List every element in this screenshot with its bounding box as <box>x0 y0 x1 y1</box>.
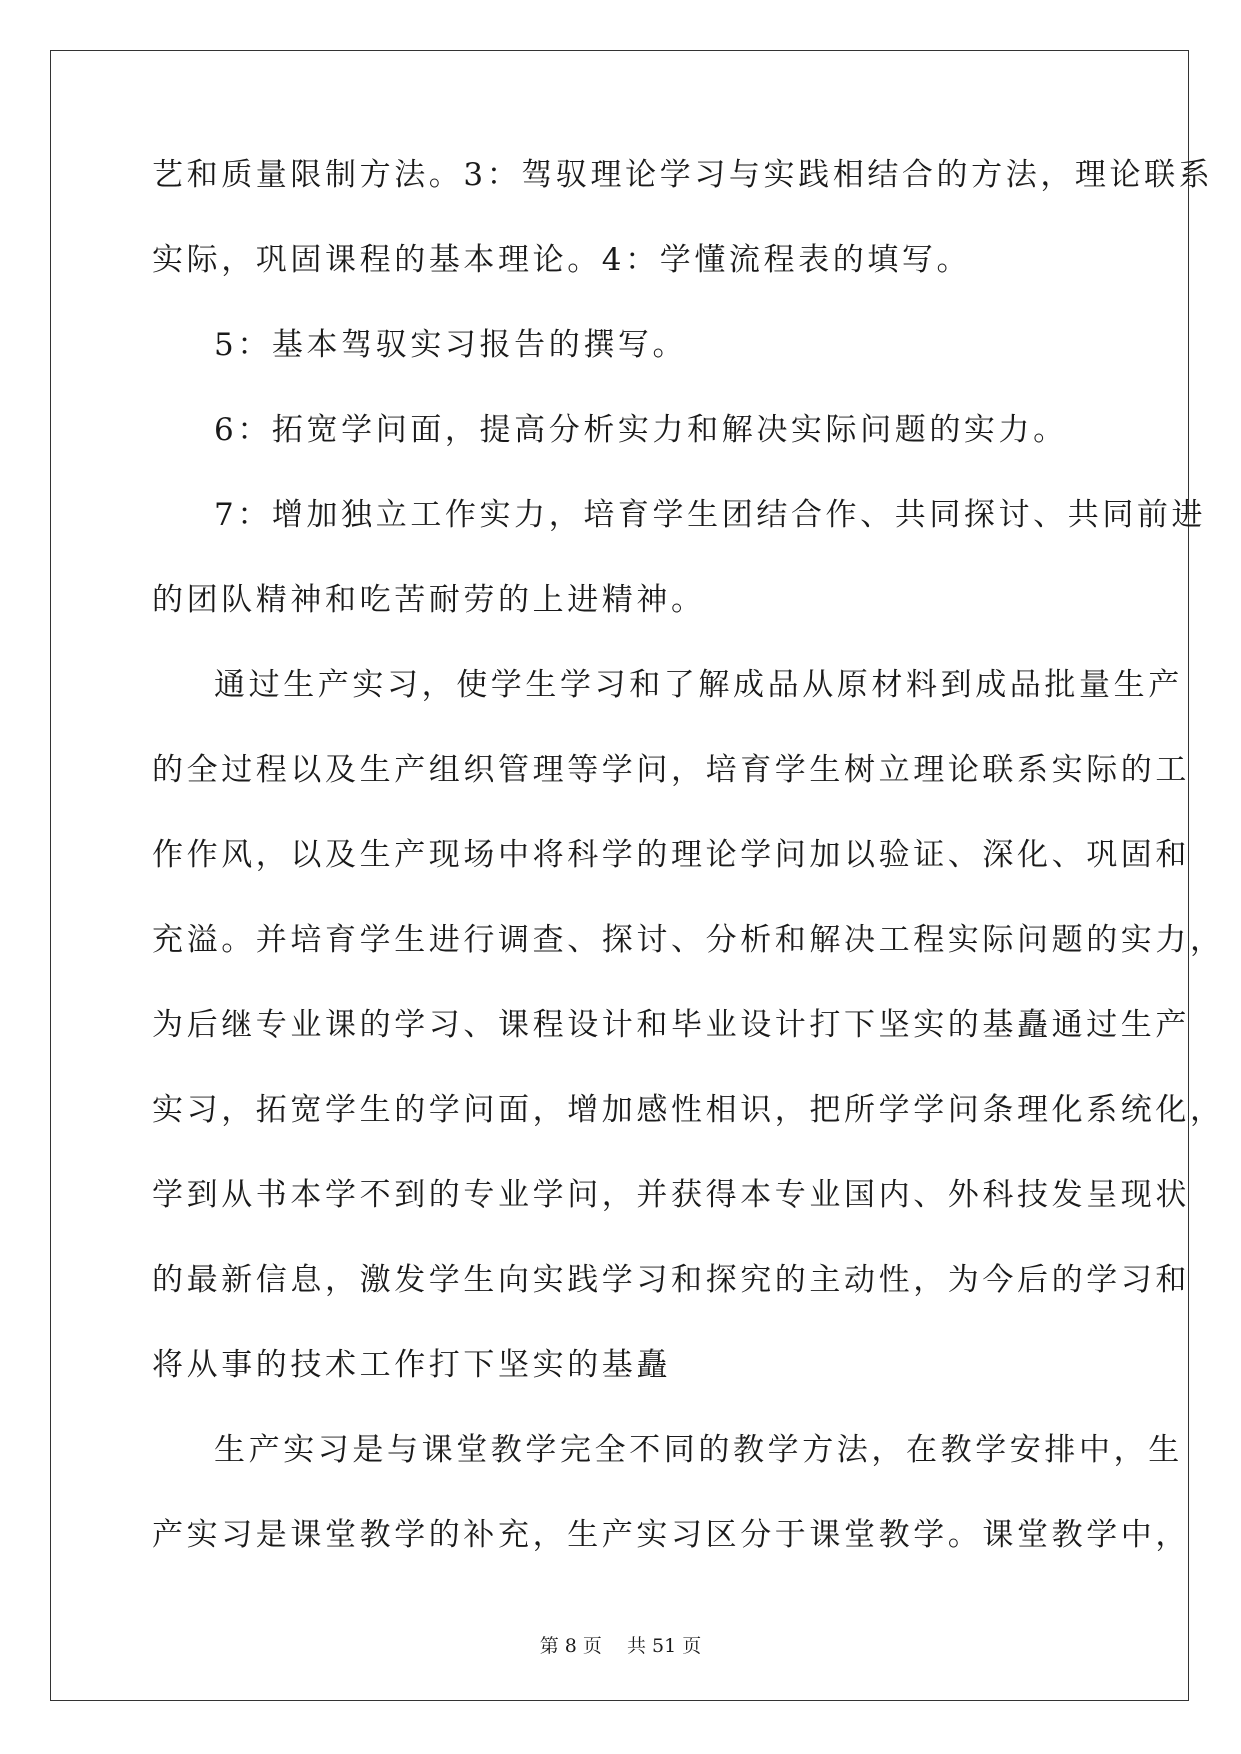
text-line: 生产实习是与课堂教学完全不同的教学方法，在教学安排中，生 <box>214 1432 1183 1468</box>
text-line: 的全过程以及生产组织管理等学问，培育学生树立理论联系实际的工 <box>152 752 1190 788</box>
text-line: 7：增加独立工作实力，培育学生团结合作、共同探讨、共同前进 <box>214 497 1207 533</box>
text-line: 实习，拓宽学生的学问面，增加感性相识，把所学学问条理化系统化， <box>152 1092 1225 1128</box>
text-line: 实际，巩固课程的基本理论。4：学懂流程表的填写。 <box>152 242 972 278</box>
text-line: 5：基本驾驭实习报告的撰写。 <box>214 327 688 363</box>
page-number: 第 8 页 共 51 页 <box>539 1635 702 1657</box>
text-line: 的最新信息，激发学生向实践学习和探究的主动性，为今后的学习和 <box>152 1262 1190 1298</box>
text-line: 将从事的技术工作打下坚实的基矗 <box>152 1347 671 1383</box>
text-line: 通过生产实习，使学生学习和了解成品从原材料到成品批量生产 <box>214 667 1183 703</box>
text-line: 充溢。并培育学生进行调查、探讨、分析和解决工程实际问题的实力， <box>152 922 1225 958</box>
text-line: 的团队精神和吃苦耐劳的上进精神。 <box>152 582 706 618</box>
text-line: 6：拓宽学问面，提高分析实力和解决实际问题的实力。 <box>214 412 1068 448</box>
text-line: 艺和质量限制方法。3：驾驭理论学习与实践相结合的方法，理论联系 <box>152 157 1214 193</box>
text-line: 作作风，以及生产现场中将科学的理论学问加以验证、深化、巩固和 <box>152 837 1190 873</box>
text-line: 产实习是课堂教学的补充，生产实习区分于课堂教学。课堂教学中， <box>152 1517 1190 1553</box>
text-line: 为后继专业课的学习、课程设计和毕业设计打下坚实的基矗通过生产 <box>152 1007 1190 1043</box>
text-line: 学到从书本学不到的专业学问，并获得本专业国内、外科技发呈现状 <box>152 1177 1190 1213</box>
